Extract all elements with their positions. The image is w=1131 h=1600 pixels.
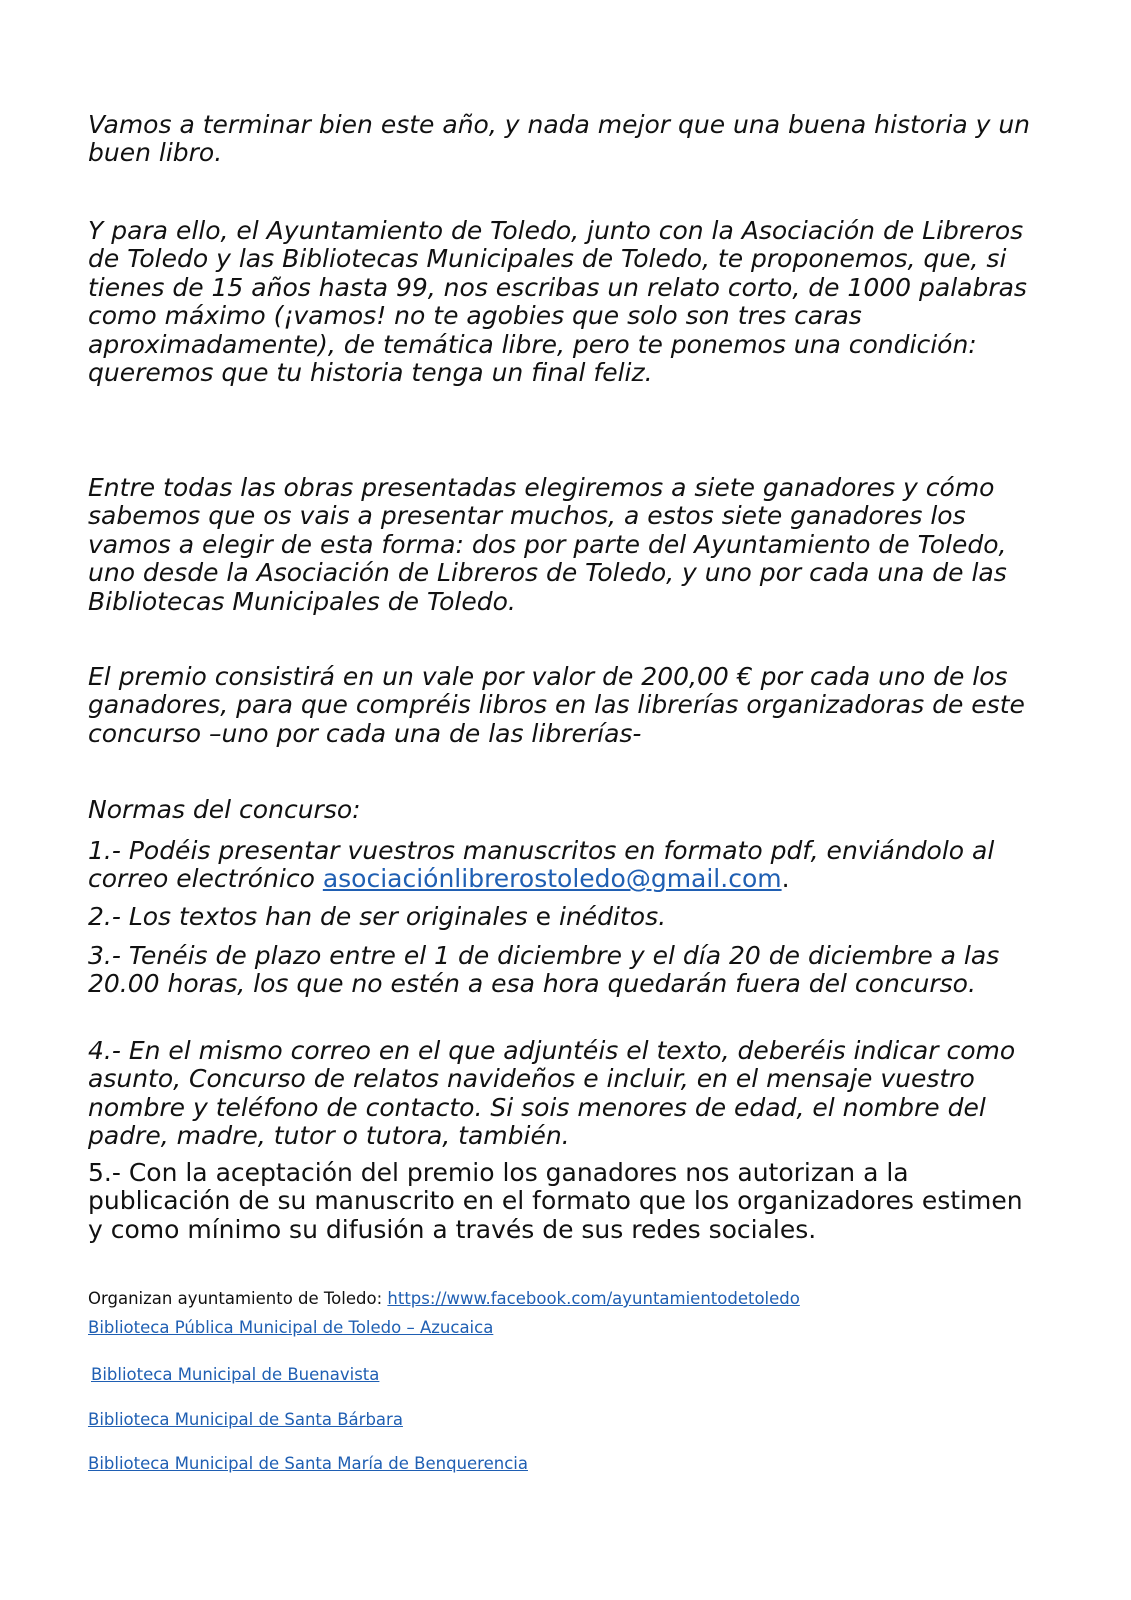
intro-paragraph-1: Vamos a terminar bien este año, y nada mejor que una buena historia y un buen libro. (88, 110, 1031, 168)
organizers-line (88, 1289, 800, 1309)
rules-heading: Normas del concurso: (88, 795, 361, 824)
intro-paragraph-3: Entre todas las obras presentadas elegiremos a siete ganadores y cómo sabemos que os vais a presentar muchos, a estos siete ganadores los vamos a elegir de esta forma: dos por parte del Ayuntamiento de Toledo, uno desde la Asociación de Libreros de Toledo, y uno por cada una de las Bibliotecas Municipales de Toledo. (88, 473, 1007, 616)
prize-paragraph: El premio consistirá en un vale por valor de 200,00 € por cada uno de los ganadores, para que compréis libros en las librerías organizadoras de este concurso –uno por cada una de las librerías- (88, 662, 1025, 748)
rule-1-text: 1.- Podéis presentar vuestros manuscritos en formato pdf, enviándolo al correo electrónico (88, 836, 995, 894)
rule-2-text-c: inéditos. (551, 902, 667, 931)
library-link-azucaica[interactable]: Biblioteca Pública Municipal de Toledo – Azucaica (88, 1318, 494, 1337)
footer-link-item (88, 1410, 403, 1430)
organizers-label: Organizan ayuntamiento de Toledo: (88, 1289, 388, 1308)
rule-5: 5.- Con la aceptación del premio los ganadores nos autorizan a la publicación de su manuscrito en el formato que los organizadores estimen y como mínimo su difusión a través de sus redes sociales. (88, 1158, 1023, 1244)
footer-link-item (91, 1365, 379, 1385)
library-link-benquerencia[interactable]: Biblioteca Municipal de Santa María de Benquerencia (88, 1454, 528, 1473)
rule-1 (88, 837, 1038, 894)
email-link[interactable]: asociaciónlibrerostoledo@gmail.com (322, 864, 782, 894)
rule-1-end: . (781, 864, 790, 894)
footer-link-item (88, 1454, 528, 1474)
library-link-santa-barbara[interactable]: Biblioteca Municipal de Santa Bárbara (88, 1410, 403, 1429)
rule-2 (88, 903, 1038, 931)
facebook-link[interactable]: https://www.facebook.com/ayuntamientodetoledo (387, 1289, 800, 1308)
footer-link-item (88, 1318, 493, 1338)
rule-2-text-b: e (535, 902, 552, 931)
rule-3: 3.- Tenéis de plazo entre el 1 de diciembre y el día 20 de diciembre a las 20.00 horas, los que no estén a esa hora quedarán fuera del concurso. (88, 941, 1000, 999)
rule-4: 4.- En el mismo correo en el que adjuntéis el texto, deberéis indicar como asunto, Concurso de relatos navideños e incluir, en el mensaje vuestro nombre y teléfono de contacto. Si sois menores de edad, el nombre del padre, madre, tutor o tutora, también. (88, 1036, 1016, 1151)
intro-paragraph-2: Y para ello, el Ayuntamiento de Toledo, junto con la Asociación de Libreros de Toledo y las Bibliotecas Municipales de Toledo, te proponemos, que, si tienes de 15 años hasta 99, nos escribas un relato corto, de 1000 palabras como máximo (¡vamos! no te agobies que solo son tres caras aproximadamente), de temática libre, pero te ponemos una condición: queremos que tu historia tenga un final feliz. (88, 216, 1027, 388)
rule-2-text-a: 2.- Los textos han de ser originales (88, 902, 536, 931)
library-link-buenavista[interactable]: Biblioteca Municipal de Buenavista (91, 1365, 380, 1384)
